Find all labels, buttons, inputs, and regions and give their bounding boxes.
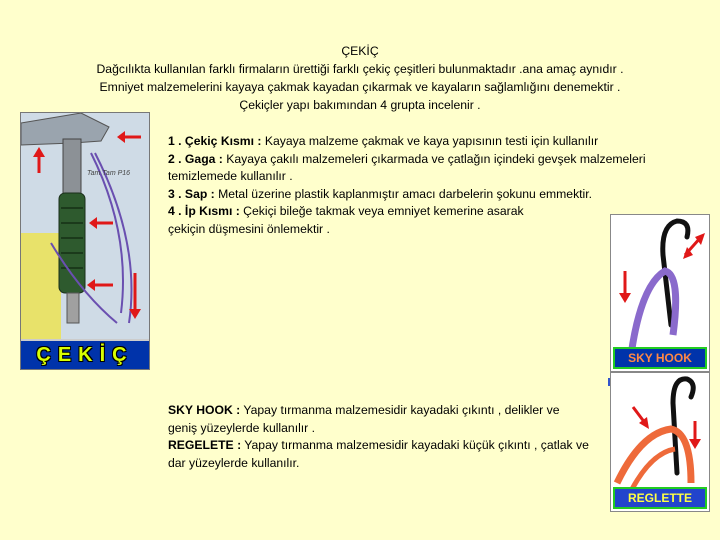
skyhook-label: SKY HOOK [613, 347, 707, 369]
skyhook-desc-label: SKY HOOK : [168, 403, 241, 417]
reglette-desc-text: Yapay tırmanma malzemesidir kayadaki küçük çıkıntı , çatlak ve dar yüzeylerde kullanılır. [168, 438, 589, 470]
hammer-brand-text: Tam Tam P16 [87, 170, 131, 177]
reglette-desc-label: REGELETE : [168, 438, 242, 452]
reglette-label: REGLETTE [613, 487, 707, 509]
part-2 [168, 151, 678, 186]
hammer-image [20, 112, 150, 370]
part-1-label: 1 . Çekiç Kısmı : [168, 134, 262, 148]
hammer-label: ÇEKİÇ [21, 339, 149, 369]
part-3 [168, 186, 678, 204]
intro-line-2: Emniyet malzemelerini kayaya çakmak kayadan çıkarmak ve kayaların sağlamlığını denemektir . [99, 80, 621, 94]
part-1-text: Kayaya malzeme çakmak ve kaya yapısının testi için kullanılır [261, 134, 599, 148]
part-4-label: 4 . İp Kısmı : [168, 204, 240, 218]
hooks-description [168, 402, 608, 472]
reglette-desc [168, 437, 598, 472]
skyhook-image [610, 214, 710, 372]
part-2-text: Kayaya çakılı malzemeleri çıkarmada ve çatlağın içindeki gevşek malzemeleri temizlemede kullanılır . [168, 151, 646, 183]
parts-list [168, 133, 678, 238]
part-2-label: 2 . Gaga : [168, 151, 223, 166]
part-3-label: 3 . Sap : [168, 186, 215, 201]
part-1 [168, 133, 678, 151]
reglette-image [610, 372, 710, 512]
part-4-text: Çekiçi bileğe takmak veya emniyet kemerine asarak çekiçin düşmesini önlemektir . [168, 204, 524, 236]
skyhook-desc [168, 402, 568, 437]
part-4 [168, 203, 538, 238]
header-text [20, 42, 700, 114]
intro-line-3: Çekiçler yapı bakımından 4 grupta incelenir . [239, 98, 481, 112]
intro-line-1: Dağcılıkta kullanılan farklı firmaların ürettiği farklı çekiç çeşitleri bulunmaktadır .ana amaç aynıdır . [96, 62, 624, 76]
page-title: ÇEKİÇ [341, 44, 379, 58]
part-3-text: Metal üzerine plastik kaplanmıştır amacı darbelerin şokunu emmektir. [214, 186, 593, 201]
hammer-illustration [21, 113, 150, 341]
skyhook-desc-text: Yapay tırmanma malzemesidir kayadaki çıkıntı , delikler ve geniş yüzeylerde kullanılır . [168, 403, 560, 435]
